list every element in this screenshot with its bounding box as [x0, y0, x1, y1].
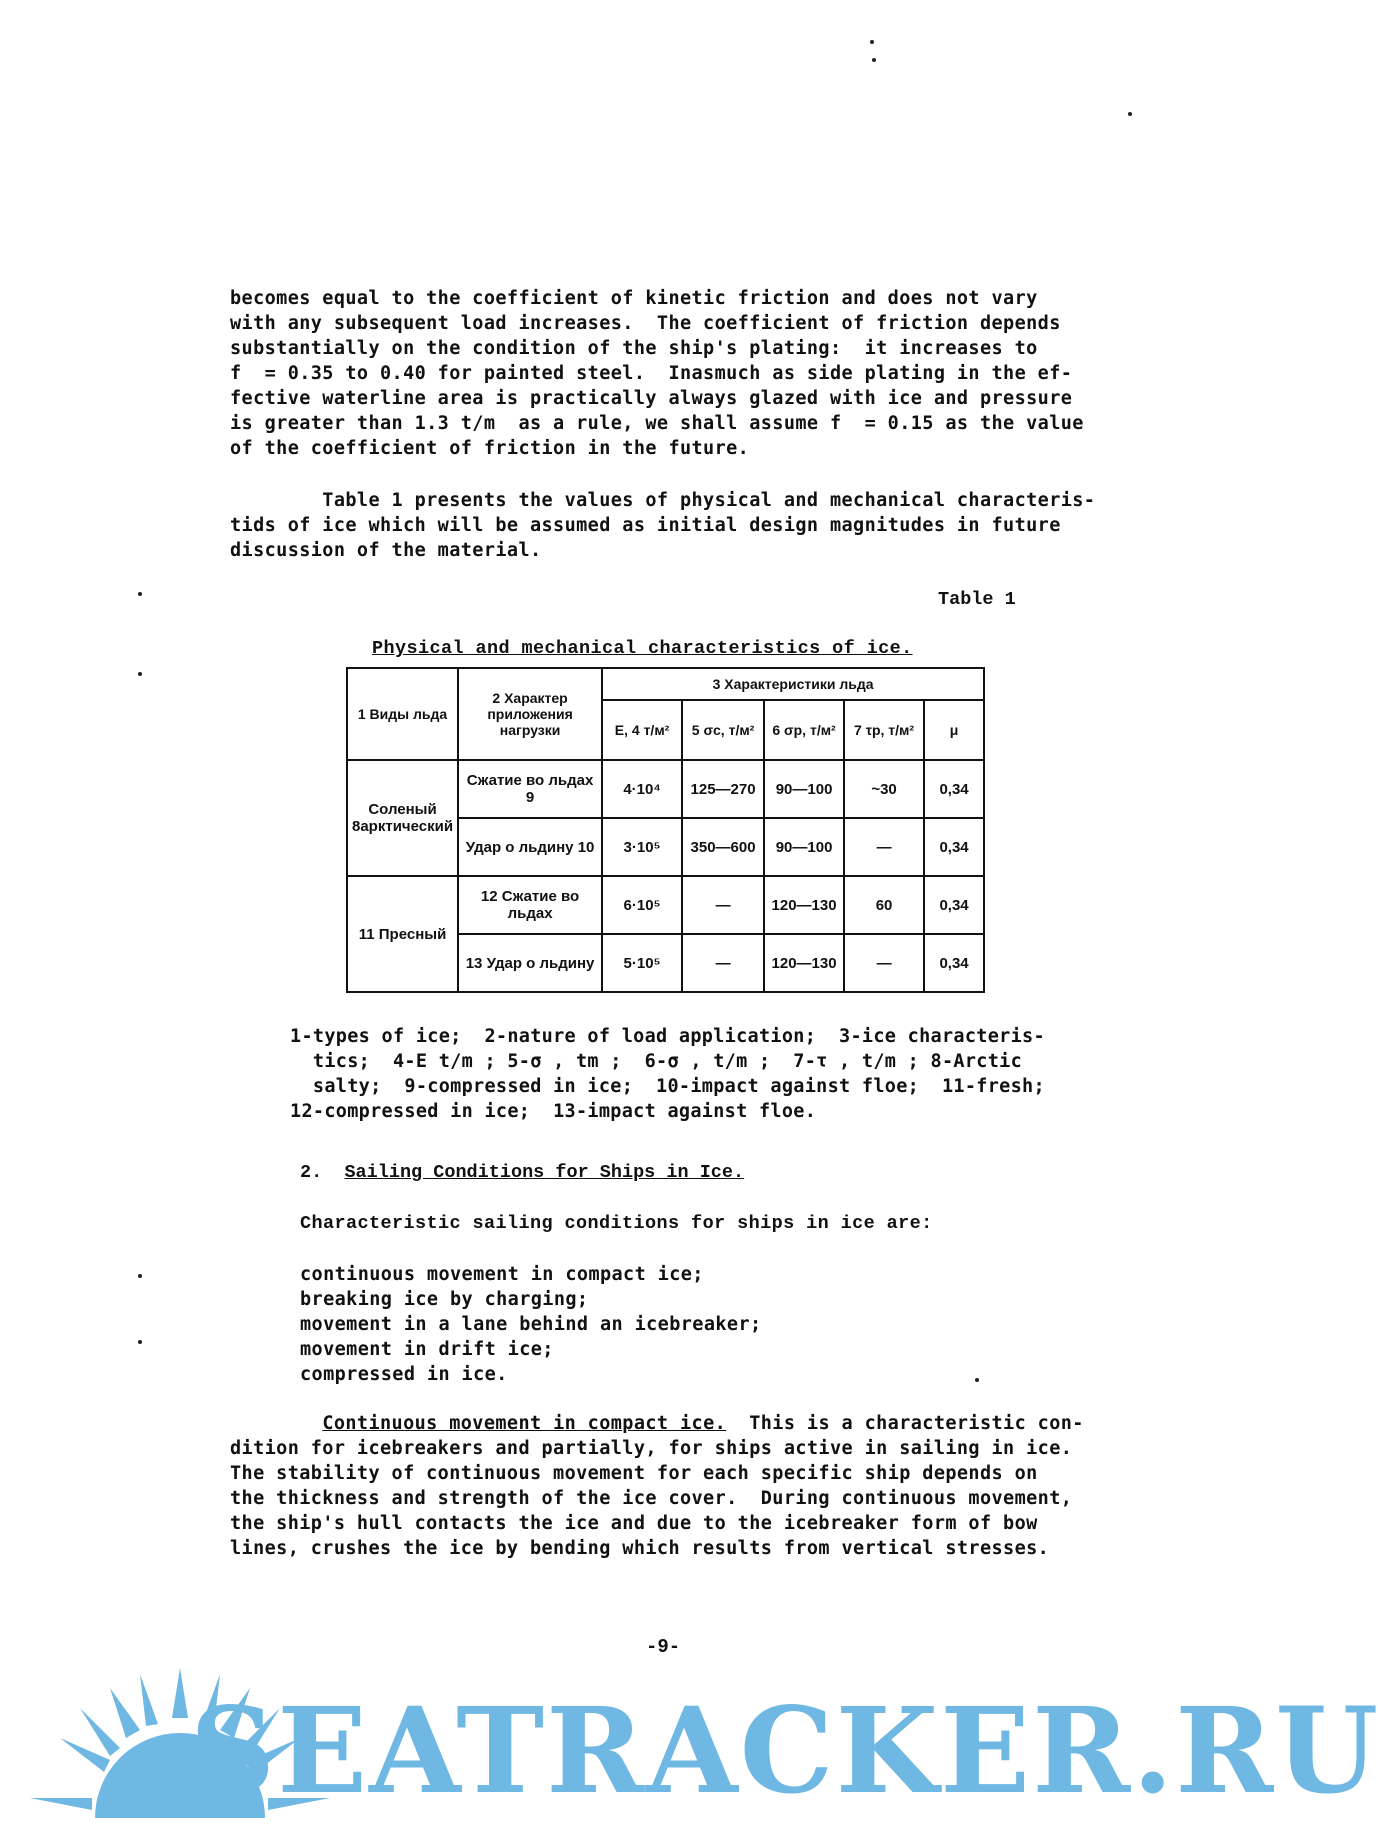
table-cell-sigma-r: 120—130: [764, 934, 844, 992]
table-cell-mu: 0,34: [924, 876, 984, 934]
ice-type-salty: Соленый 8арктический: [347, 760, 458, 876]
col-header-ice-type: 1 Виды льда: [347, 668, 458, 760]
ice-characteristics-table: [346, 667, 985, 993]
table-cell-sigma-r: 90—100: [764, 818, 844, 876]
table-cell-tau-r: 60: [844, 876, 924, 934]
scan-speck: [138, 592, 142, 596]
table-label: Table 1: [938, 589, 1016, 610]
table-cell-sigma-r: 90—100: [764, 760, 844, 818]
paragraph-2: Table 1 presents the values of physical and mechanical characteris- tids of ice which will be assumed as initial design magnitudes in future discussion of the material.: [230, 490, 1096, 561]
table-cell-mu: 0,34: [924, 760, 984, 818]
table-cell-sigma-r: 120—130: [764, 876, 844, 934]
paragraph-4: Continuous movement in compact ice. This is a characteristic con- dition for icebreakers and partially, for ships active in sailing in ice. The stability of continuous movement for each specific ship depends on the thickness and strength of the ice cover. During continuous movement, the ship's hull contacts the ice and due to the icebreaker form of bow lines, crushes the ice by bending which results from vertical stresses.: [230, 1413, 1084, 1559]
table-cell-tau-r: ~30: [844, 760, 924, 818]
table-cell-mu: 0,34: [924, 818, 984, 876]
scan-speck: [138, 672, 142, 676]
subheader-sigma-r: 6 σр, т/м²: [764, 700, 844, 760]
table-cell-e: 4·10⁴: [602, 760, 682, 818]
scan-speck: [138, 1274, 142, 1278]
list-item: continuous movement in compact ice;: [300, 1264, 704, 1285]
section-number: 2.: [300, 1162, 323, 1183]
col-header-load-nature: 2 Характер приложения нагрузки: [458, 668, 602, 760]
table-cell-load: Сжатие во льдах 9: [458, 760, 602, 818]
table-title: Physical and mechanical characteristics of ice.: [372, 638, 913, 659]
table-cell-mu: 0,34: [924, 934, 984, 992]
conditions-list: [300, 1262, 762, 1387]
ice-type-fresh: 11 Пресный: [347, 876, 458, 992]
subheader-sigma-c: 5 σс, т/м²: [682, 700, 764, 760]
scan-speck: [1128, 112, 1132, 116]
table-legend: 1-types of ice; 2-nature of load application; 3-ice characteris- tics; 4-E t/m ; 5-σ , tm ; 6-σ , t/m ; 7-τ , t/m ; 8-Arctic salty; 9-compressed in ice; 10-impact against floe; 11-fresh; 12-compressed in ice; 13-impact against floe.: [290, 1026, 1045, 1122]
table-cell-e: 3·10⁵: [602, 818, 682, 876]
table-cell-sigma-c: —: [682, 876, 764, 934]
paragraph-1: becomes equal to the coefficient of kinetic friction and does not vary with any subsequent load increases. The coefficient of friction depends substantially on the condition of the ship's plating: it increases to f = 0.35 to 0.40 for painted steel. Inasmuch as side plating in the ef- fective waterline area is practically always glazed with ice and pressure is greater than 1.3 t/m as a rule, we shall assume f = 0.15 as the value of the coefficient of friction in the future.: [230, 288, 1084, 459]
subheader-e: E, 4 т/м²: [602, 700, 682, 760]
table-cell-e: 6·10⁵: [602, 876, 682, 934]
page-number: -9-: [646, 1636, 681, 1658]
section-heading: [300, 1162, 744, 1183]
list-item: breaking ice by charging;: [300, 1289, 589, 1310]
subheader-tau-r: 7 τр, т/м²: [844, 700, 924, 760]
table-cell-tau-r: —: [844, 818, 924, 876]
watermark-text: SEATRACKER.RU: [190, 1681, 1380, 1820]
table-cell-load: 13 Удар о льдину: [458, 934, 602, 992]
scan-speck: [975, 1378, 979, 1382]
table-cell-load: Удар о льдину 10: [458, 818, 602, 876]
section-title: Sailing Conditions for Ships in Ice.: [344, 1162, 745, 1183]
paragraph-3: Characteristic sailing conditions for ships in ice are:: [300, 1213, 933, 1234]
list-item: movement in a lane behind an icebreaker;: [300, 1314, 762, 1335]
group-header-ice-characteristics: 3 Характеристики льда: [602, 668, 984, 700]
table-cell-tau-r: —: [844, 934, 924, 992]
table-cell-sigma-c: 350—600: [682, 818, 764, 876]
list-item: movement in drift ice;: [300, 1339, 554, 1360]
scan-speck: [870, 40, 874, 44]
list-item: compressed in ice.: [300, 1364, 508, 1385]
scan-speck: [872, 58, 876, 62]
table-cell-load: 12 Сжатие во льдах: [458, 876, 602, 934]
table-cell-sigma-c: —: [682, 934, 764, 992]
subheader-mu: μ: [924, 700, 984, 760]
table-cell-sigma-c: 125—270: [682, 760, 764, 818]
scan-speck: [138, 1340, 142, 1344]
table-cell-e: 5·10⁵: [602, 934, 682, 992]
paragraph-4-heading: Continuous movement in compact ice.: [322, 1413, 727, 1434]
